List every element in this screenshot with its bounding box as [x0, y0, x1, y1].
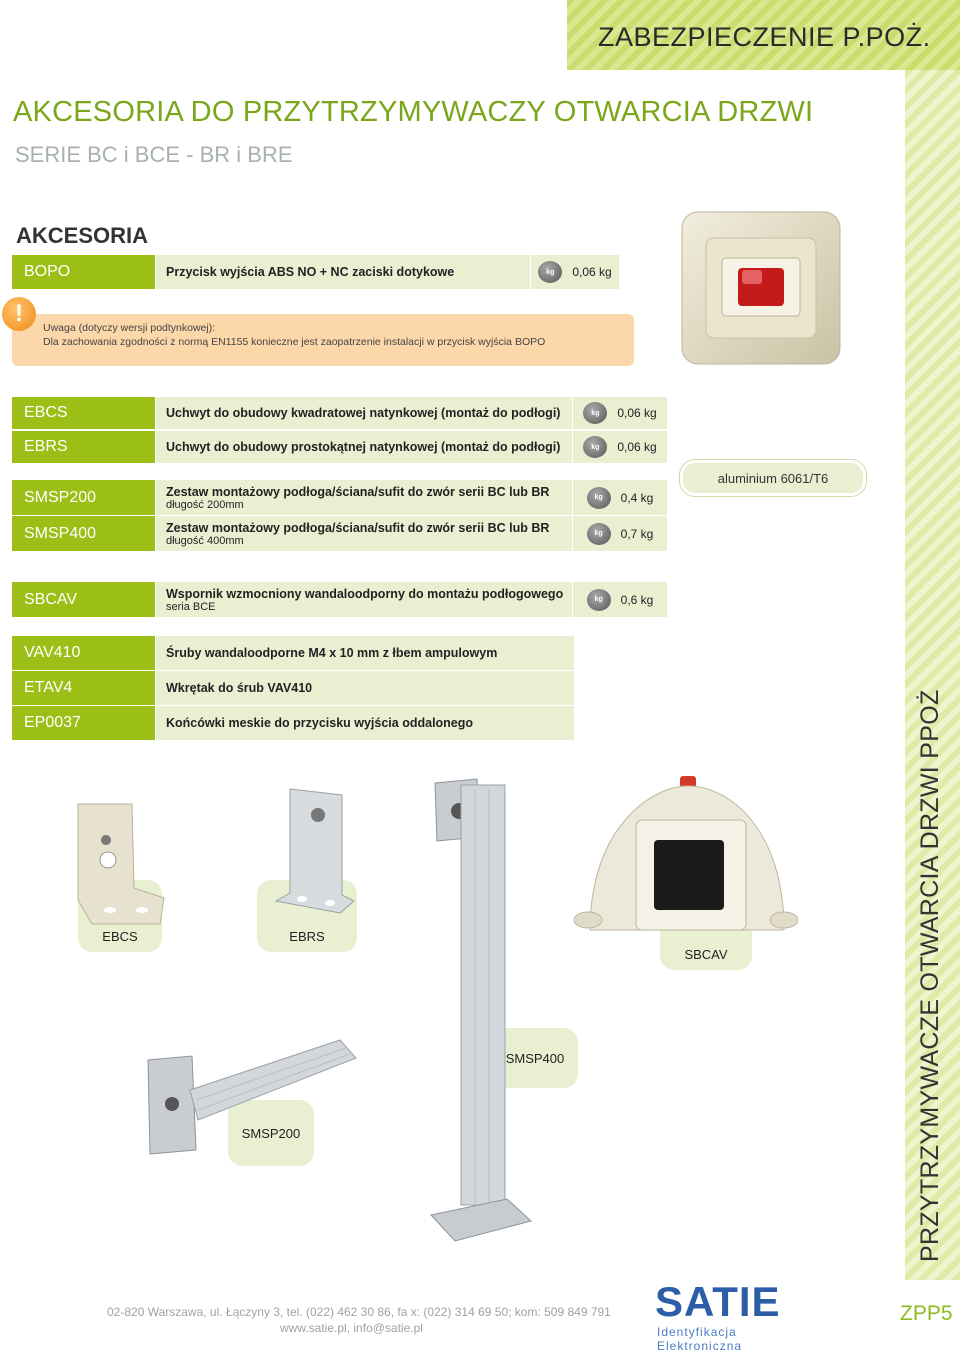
product-weight-ebrs	[573, 431, 667, 463]
product-desc-vav410	[156, 636, 574, 670]
desc-text: Uchwyt do obudowy kwadratowej natynkowej (montaż do podłogi)	[166, 406, 561, 420]
material-badge: aluminium 6061/T6	[680, 460, 866, 496]
desc-subtext: długość 200mm	[166, 498, 244, 511]
weight-value: 0,4 kg	[620, 490, 654, 505]
desc-text: Wspornik wzmocniony wandaloodporny do montażu podłogowego	[166, 586, 564, 601]
desc-text: Zestaw montażowy podłoga/ściana/sufit do zwór serii BC lub BR	[166, 484, 550, 499]
caption-ebrs: EBRS	[257, 880, 357, 952]
weight-icon: kg	[587, 523, 611, 545]
weight-icon: kg	[583, 402, 607, 424]
page-code: ZPP5	[900, 1302, 953, 1325]
desc-subtext: seria BCE	[166, 600, 216, 613]
desc-text: Zestaw montażowy podłoga/ściana/sufit do zwór serii BC lub BR	[166, 520, 550, 535]
desc-text: Uchwyt do obudowy prostokątnej natynkowej (montaż do podłogi)	[166, 440, 561, 454]
product-code-sbcav: SBCAV	[12, 582, 155, 617]
section-title: AKCESORIA	[16, 223, 149, 248]
caption-sbcav: SBCAV	[660, 902, 752, 970]
caption-ebcs: EBCS	[78, 880, 162, 952]
product-desc-smsp200	[156, 480, 572, 515]
product-desc-smsp400	[156, 516, 572, 551]
product-weight-smsp200	[573, 480, 667, 515]
weight-value: 0,7 kg	[620, 526, 654, 541]
product-desc-ebrs	[156, 431, 572, 463]
weight-value: 0,06 kg	[617, 406, 657, 420]
weight-icon: kg	[587, 589, 611, 611]
product-desc-ep0037	[156, 706, 574, 740]
footer-web: www.satie.pl, info@satie.pl	[280, 1321, 423, 1335]
product-weight-sbcav	[573, 582, 667, 617]
product-code-etav4: ETAV4	[12, 671, 155, 705]
warning-line2: Dla zachowania zgodności z normą EN1155 konieczne jest zaopatrzenie instalacji w przycisk wyjścia BOPO	[43, 336, 546, 348]
warning-icon: !	[2, 297, 36, 331]
footer-address: 02-820 Warszawa, ul. Łączyny 3, tel. (022) 462 30 86, fa x: (022) 314 69 50; kom: 509 849 791	[107, 1305, 611, 1319]
product-desc-etav4	[156, 671, 574, 705]
weight-value: 0,06 kg	[617, 440, 657, 454]
product-code-ebrs: EBRS	[12, 431, 155, 463]
bopo-button-image	[678, 208, 846, 373]
desc-text: Końcówki meskie do przycisku wyjścia oddalonego	[166, 716, 474, 730]
product-code-smsp400: SMSP400	[12, 516, 155, 551]
sbcav-housing-image	[570, 770, 800, 950]
warning-line1: Uwaga (dotyczy wersji podtynkowej):	[43, 322, 216, 334]
page-subtitle: SERIE BC i BCE - BR i BRE	[15, 142, 293, 167]
product-code-smsp200: SMSP200	[12, 480, 155, 515]
product-weight-ebcs	[573, 397, 667, 429]
weight-icon: kg	[538, 261, 562, 283]
logo-tagline: Identyfikacja Elektroniczna	[657, 1325, 743, 1353]
weight-value: 0,6 kg	[620, 592, 654, 607]
caption-smsp400: SMSP400	[492, 1028, 578, 1088]
product-code-ep0037: EP0037	[12, 706, 155, 740]
product-desc-bopo	[156, 255, 530, 289]
desc-subtext: długość 400mm	[166, 534, 244, 547]
desc-text: Przycisk wyjścia ABS NO + NC zaciski dotykowe	[166, 265, 455, 279]
page-title: AKCESORIA DO PRZYTRZYMYWACZY OTWARCIA DRZWI	[13, 96, 814, 128]
logo-text: SATIE	[655, 1278, 781, 1325]
warning-box	[12, 314, 634, 366]
weight-value: 0,06 kg	[572, 265, 612, 279]
product-weight-smsp400	[573, 516, 667, 551]
smsp400-column-image	[415, 775, 535, 1255]
product-desc-ebcs	[156, 397, 572, 429]
side-title: PRZYTRZYMYWACZE OTWARCIA DRZWI PPOŻ	[916, 689, 944, 1262]
category-title: ZABEZPIECZENIE P.POŻ.	[598, 22, 931, 52]
caption-smsp200: SMSP200	[228, 1100, 314, 1166]
product-code-ebcs: EBCS	[12, 397, 155, 429]
ebcs-bracket-image	[72, 800, 167, 925]
desc-text: Wkrętak do śrub VAV410	[166, 681, 313, 695]
desc-text: Śruby wandaloodporne M4 x 10 mm z łbem ampulowym	[166, 646, 498, 660]
satie-logo	[655, 1278, 825, 1353]
product-desc-sbcav	[156, 582, 572, 617]
weight-icon: kg	[587, 487, 611, 509]
ebrs-bracket-image	[270, 785, 355, 915]
product-code-vav410: VAV410	[12, 636, 155, 670]
product-weight-bopo	[531, 255, 619, 289]
weight-icon: kg	[583, 436, 607, 458]
smsp200-arm-image	[140, 1020, 370, 1160]
product-code-bopo: BOPO	[12, 255, 155, 289]
